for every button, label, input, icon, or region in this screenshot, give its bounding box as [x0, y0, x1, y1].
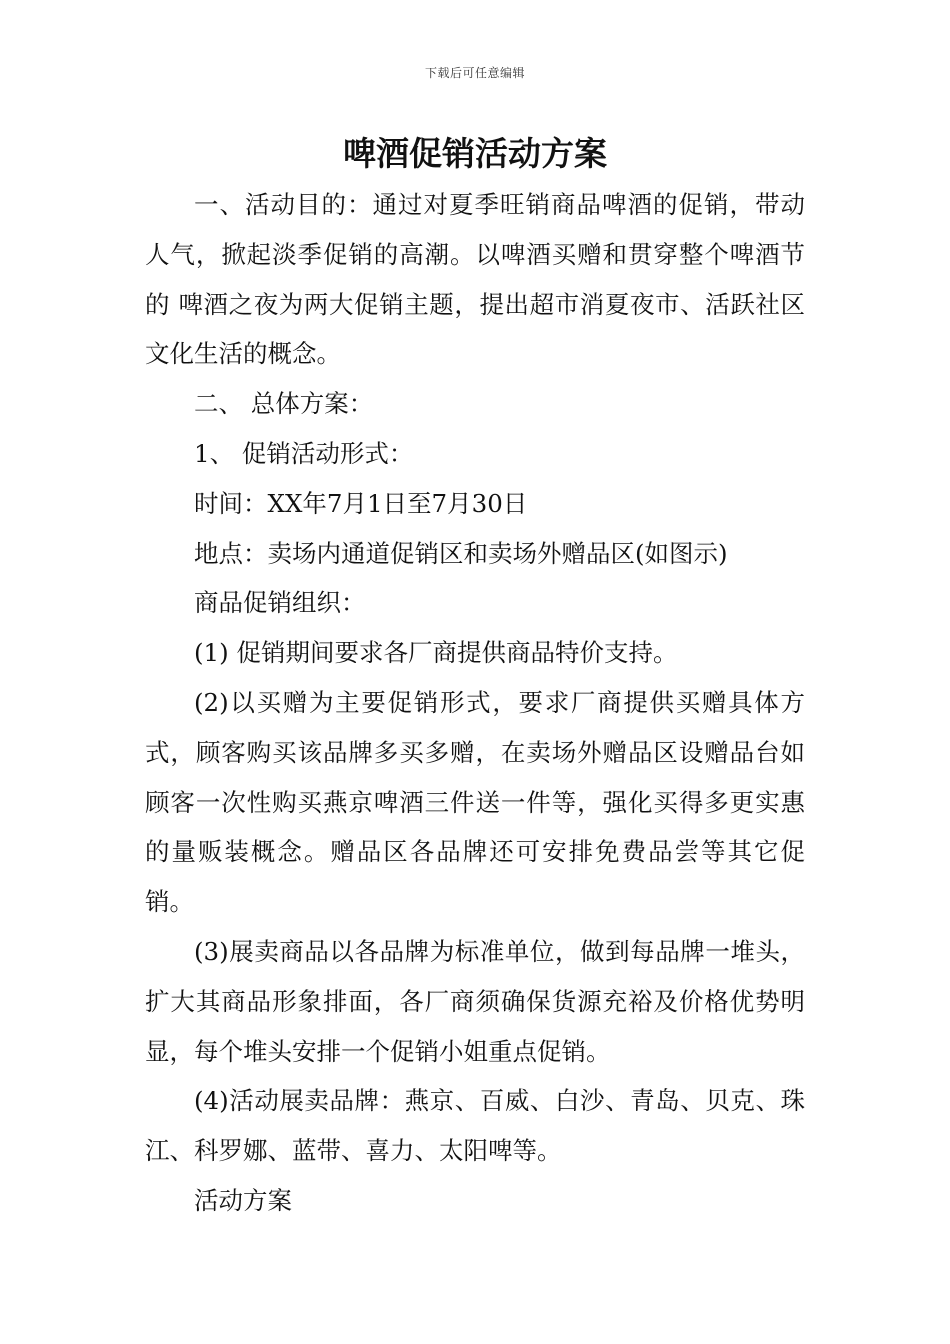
paragraph-activity-plan: 活动方案 [194, 1185, 292, 1215]
paragraph-item-2: (2)以买赠为主要促销形式，要求厂商提供买赠具体方式，顾客购买该品牌多买多赠，在卖场外赠品区设赠品台如顾客一次性购买燕京啤酒三件送一件等，强化买得多更实惠的量贩装概念。赠品区各品牌还可安排免费品尝等其它促销。 [145, 687, 805, 917]
document-title: 啤酒促销活动方案 [343, 134, 607, 173]
paragraph-purpose: 一、活动目的：通过对夏季旺销商品啤酒的促销，带动人气，掀起淡季促销的高潮。以啤酒买赠和贯穿整个啤酒节的 啤酒之夜为两大促销主题，提出超市消夏夜市、活跃社区文化生活的概念。 [145, 190, 805, 369]
document-body [145, 180, 805, 1226]
paragraph-item-3: (3)展卖商品以各品牌为标准单位，做到每品牌一堆头，扩大其商品形象排面，各厂商须确保货源充裕及价格优势明显，每个堆头安排一个促销小姐重点促销。 [145, 936, 805, 1066]
paragraph-organization: 商品促销组织： [194, 588, 366, 618]
paragraph-overall-plan: 二、 总体方案： [194, 389, 374, 419]
paragraph-location: 地点：卖场内通道促销区和卖场外赠品区(如图示) [194, 538, 728, 568]
page-header: 下载后可任意编辑 [424, 66, 525, 80]
paragraph-promo-form: 1、 促销活动形式： [194, 438, 414, 468]
paragraph-item-4: (4)活动展卖品牌：燕京、百威、白沙、青岛、贝克、珠江、科罗娜、蓝带、喜力、太阳啤等。 [145, 1086, 805, 1166]
paragraph-item-1: (1) 促销期间要求各厂商提供商品特价支持。 [194, 638, 678, 668]
paragraph-time: 时间：XX年7月1日至7月30日 [194, 488, 528, 518]
